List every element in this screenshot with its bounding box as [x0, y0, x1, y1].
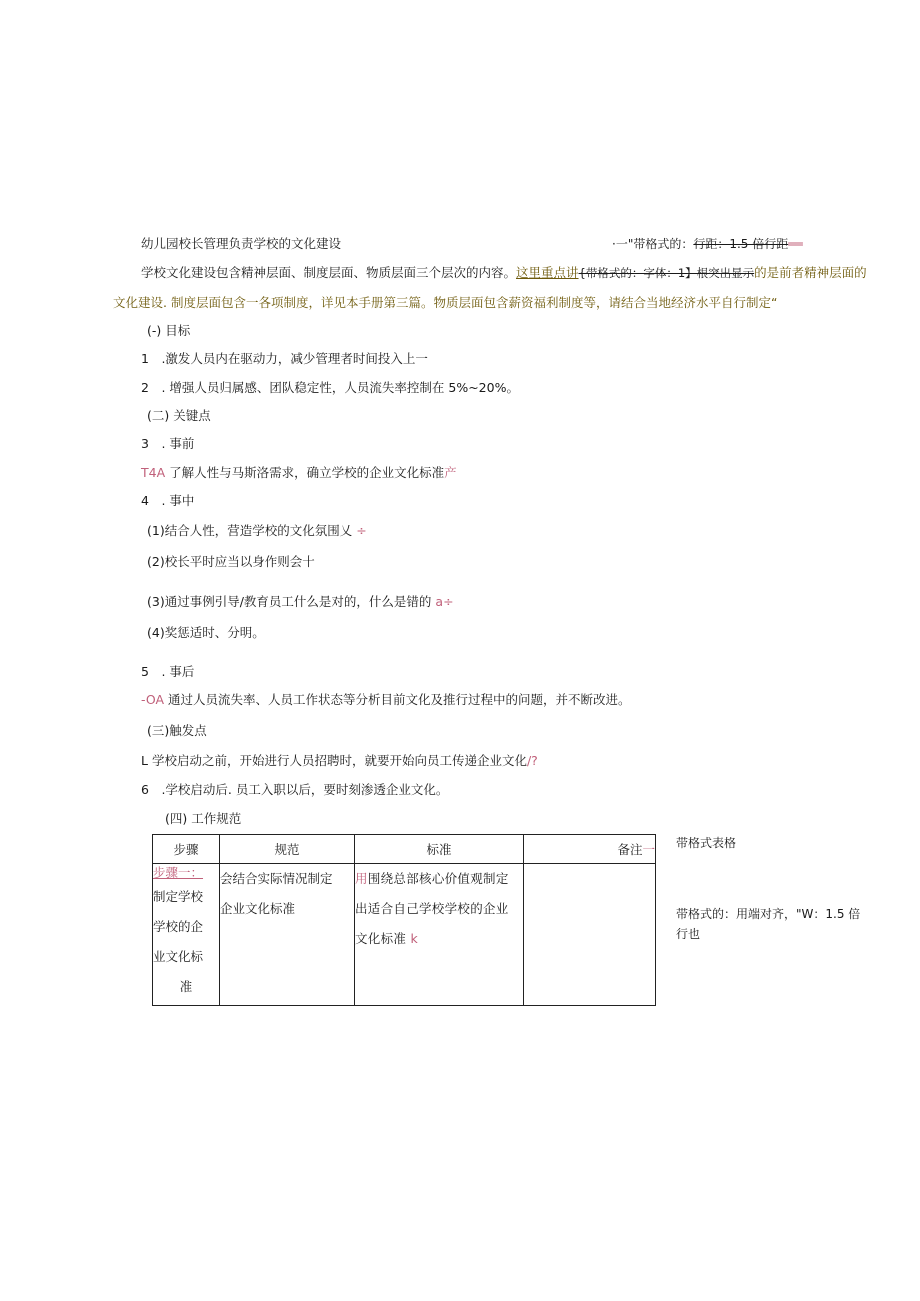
header-standard: 标准: [355, 835, 524, 864]
during-3-text: (3)通过事例引导/教育员工什么是对的，什么是错的: [147, 594, 432, 609]
after-mark: -OA: [141, 692, 165, 707]
before-item: [141, 464, 457, 482]
intro-highlight-lead: 这里重点讲: [516, 265, 579, 280]
goal-item-1: 1 .激发人员内在驱动力，减少管理者时间投入上一: [141, 351, 428, 366]
intro-text: 学校文化建设包含精神层面、制度层面、物质层面三个层次的内容。: [141, 265, 517, 280]
during-1-mark: ÷: [356, 523, 367, 538]
cell-step[interactable]: [153, 864, 220, 1006]
trigger-1-text: L 学校启动之前，开始进行人员招聘时，就要开始向员工传递企业文化: [141, 753, 527, 768]
header-step: 步骤: [153, 835, 220, 864]
std-line-1: [355, 864, 523, 894]
trigger-heading: (三)触发点: [147, 723, 207, 738]
key-heading: (二) 关键点: [147, 408, 211, 423]
para-format-line-1: 带格式的：用端对齐，"W：1.5 倍: [676, 907, 861, 921]
after-heading: 5 . 事后: [141, 664, 195, 679]
cell-norm[interactable]: [220, 864, 355, 1006]
trigger-1-mark: /?: [526, 753, 538, 768]
cell-standard[interactable]: [355, 864, 524, 1006]
work-spec-table: [152, 834, 656, 1006]
std-text-3: 文化标准: [355, 931, 407, 946]
step-text-3: 业文化标: [153, 949, 204, 964]
before-text: 了解人性与马斯洛需求，确立学校的企业文化标准: [169, 465, 445, 480]
step-text-4: 准: [179, 979, 193, 994]
during-1-text: (1)结合人性，营造学校的文化氛围乂: [147, 523, 353, 538]
spec-heading: (四) 工作规范: [165, 811, 242, 826]
goal-heading: (-) 目标: [147, 323, 191, 338]
format-note-tail: ══: [788, 237, 803, 251]
header-remark-label: 备注: [617, 842, 643, 857]
table-header-row: [153, 835, 656, 864]
step-text-2: 学校的企: [153, 919, 204, 934]
intro-line-1: [141, 264, 867, 282]
std-line-3: [355, 924, 523, 954]
format-note-struck: 行距：1.5 倍行距: [693, 237, 789, 251]
intro-line-2: 文化建设. 制度层面包含一各项制度，详见本手册第三篇。物质层面包含薪资福利制度等，请结合当地经济水平自行制定“: [113, 295, 778, 310]
header-remark-mark: 一: [642, 842, 655, 857]
std-mark: 用: [355, 871, 368, 886]
intro-struck-format-note[interactable]: {带格式的：字体：1】根突出显示: [578, 266, 755, 280]
before-heading: 3 . 事前: [141, 436, 195, 451]
norm-text-2: 企业文化标准: [220, 901, 296, 916]
trigger-item-1: [141, 752, 538, 770]
trigger-item-2: 6 .学校启动后. 员工入职以后，要时刻渗透企业文化。: [141, 782, 449, 797]
before-mark: T4A: [141, 465, 166, 480]
during-item-3: [147, 593, 454, 611]
std-tail-mark: k: [410, 931, 419, 946]
para-format-line-2: 行也: [676, 927, 701, 941]
norm-text-1: 会结合实际情况制定: [220, 871, 333, 886]
intro-highlight-tail: 的是前者精神层面的: [754, 265, 867, 280]
during-item-4: (4)奖惩适时、分明。: [147, 625, 265, 640]
goal-item-2: 2 . 增强人员归属感、团队稳定性，人员流失率控制在 5%~20%。: [141, 380, 519, 395]
after-item: [141, 691, 631, 709]
step-text-1: 制定学校: [153, 889, 204, 904]
after-text: 通过人员流失率、人员工作状态等分析目前文化及推行过程中的问题，并不断改进。: [168, 692, 631, 707]
table-format-note[interactable]: 带格式表格: [676, 836, 737, 850]
header-norm: 规范: [220, 835, 355, 864]
std-text-1: 围绕总部核心价值观制定: [367, 871, 509, 886]
during-heading: 4 . 事中: [141, 493, 195, 508]
cell-remark[interactable]: [524, 864, 656, 1006]
before-tail-mark: 产: [444, 465, 457, 480]
title-format-note[interactable]: [612, 235, 803, 253]
paragraph-format-note[interactable]: [676, 904, 860, 944]
header-remark: [524, 835, 656, 864]
std-text-2: 出适合自己学校学校的企业: [355, 901, 509, 916]
during-3-mark: a÷: [435, 594, 454, 609]
format-note-prefix: ·一": [612, 237, 634, 251]
during-item-1: [147, 522, 367, 540]
during-item-2: (2)校长平时应当以身作则会十: [147, 554, 315, 569]
table-row: [153, 864, 656, 1006]
document-title: 幼儿园校长管理负责学校的文化建设: [141, 236, 342, 251]
step-label: 步骤一：: [153, 865, 204, 880]
format-note-label: 带格式的：: [633, 237, 694, 251]
